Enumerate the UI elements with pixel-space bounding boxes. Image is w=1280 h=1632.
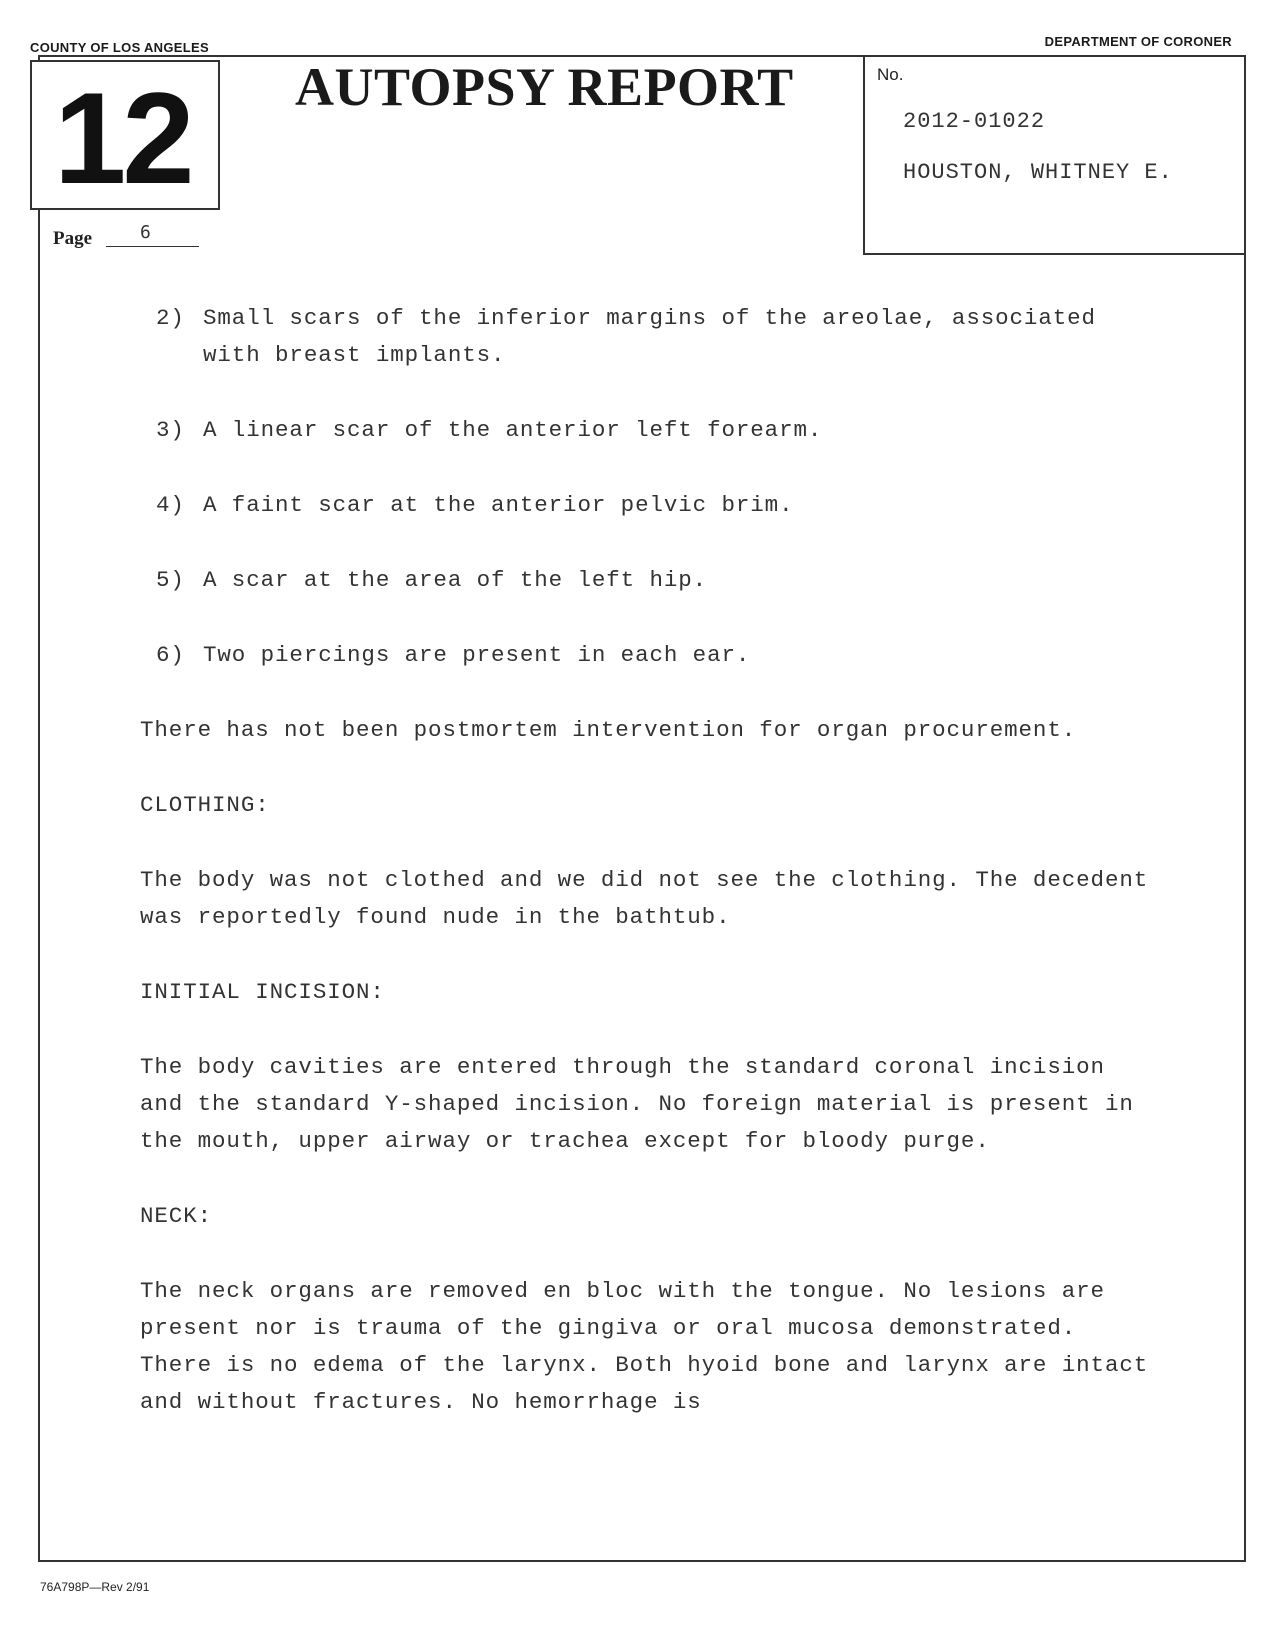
department-label: DEPARTMENT OF CORONER: [1044, 34, 1232, 49]
list-item-text: Small scars of the inferior margins of the areolae, associated with breast implants.: [203, 305, 1096, 368]
case-number-label: No.: [877, 65, 904, 84]
list-item-text: A faint scar at the anterior pelvic brim.: [203, 492, 794, 518]
county-label: COUNTY OF LOS ANGELES: [30, 40, 209, 55]
clothing-heading: CLOTHING:: [140, 792, 270, 818]
organ-procurement-text: There has not been postmortem intervention for organ procurement.: [140, 717, 1077, 743]
case-number: 2012-01022: [903, 109, 1046, 134]
report-title: AUTOPSY REPORT: [295, 57, 794, 117]
list-item-text: A scar at the area of the left hip.: [203, 567, 708, 593]
list-item-text: A linear scar of the anterior left forearm.: [203, 417, 823, 443]
list-item-number: 3): [156, 417, 185, 443]
form-code: 76A798P—Rev 2/91: [40, 1580, 150, 1594]
list-item-number: 5): [156, 567, 185, 593]
form-number-box: [30, 60, 220, 210]
neck-text: The neck organs are removed en bloc with the tongue. No lesions are present nor is trauma of the gingiva or oral mucosa demonstrated. There is no edema of the larynx. Both hyoid bone and larynx are intact and without fractures. No hemorrhage is: [140, 1278, 1149, 1415]
list-item-number: 4): [156, 492, 185, 518]
list-item-number: 6): [156, 642, 185, 668]
decedent-name: HOUSTON, WHITNEY E.: [903, 160, 1173, 185]
form-number: 12: [54, 65, 191, 211]
page-number: 6: [140, 222, 151, 243]
neck-heading: NECK:: [140, 1203, 213, 1229]
clothing-text: The body was not clothed and we did not see the clothing. The decedent was reportedly found nude in the bathtub.: [140, 867, 1149, 930]
incision-text: The body cavities are entered through the standard coronal incision and the standard Y-shaped incision. No foreign material is present in the mouth, upper airway or trachea except for bloody purge.: [140, 1054, 1134, 1154]
list-item: [140, 300, 1150, 374]
incision-heading: INITIAL INCISION:: [140, 979, 385, 1005]
page-label: Page: [53, 228, 93, 249]
list-item: [140, 412, 1150, 449]
list-item: [140, 562, 1150, 599]
list-item-number: 2): [156, 305, 185, 331]
page-underline: [106, 246, 199, 247]
list-item: [140, 487, 1150, 524]
case-info-box: [863, 55, 1246, 255]
list-item-text: Two piercings are present in each ear.: [203, 642, 751, 668]
list-item: [140, 637, 1150, 674]
report-body: [140, 300, 1150, 1459]
